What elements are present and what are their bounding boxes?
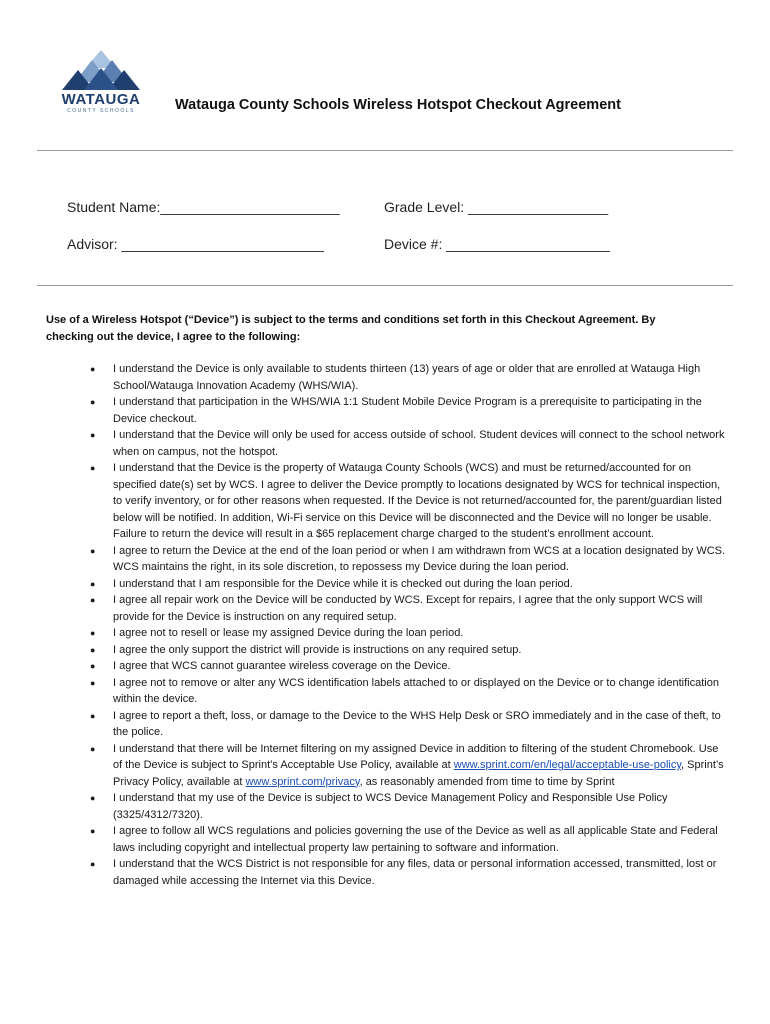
list-item	[46, 576, 726, 593]
list-item	[46, 460, 726, 543]
term-text: I understand that the Device will only be used for access outside of school. Student devices will connect to the school network when on campus, not the hotspot.	[113, 429, 725, 458]
list-item	[46, 823, 726, 856]
agreement-intro: Use of a Wireless Hotspot (“Device”) is subject to the terms and conditions set forth in this Checkout Agreement. By checking out the device, I agree to the following:	[46, 314, 656, 343]
page-title: Watauga County Schools Wireless Hotspot Checkout Agreement	[175, 97, 621, 113]
list-item	[46, 741, 726, 791]
student-name-field[interactable]: Student Name:_______________________	[67, 199, 340, 215]
term-text: I understand that participation in the WHS/WIA 1:1 Student Mobile Device Program is a prerequisite to participating in the Device checkout.	[113, 396, 702, 425]
list-item	[46, 361, 726, 394]
divider	[37, 150, 733, 151]
list-item	[46, 790, 726, 823]
school-logo	[56, 48, 146, 114]
list-item	[46, 427, 726, 460]
bullet-icon: ●	[90, 595, 96, 605]
bullet-icon: ●	[90, 677, 96, 688]
bullet-icon: ●	[90, 397, 96, 407]
term-text: I understand that I am responsible for the Device while it is checked out during the loan period.	[113, 577, 573, 590]
bullet-icon: ●	[90, 628, 96, 638]
device-number-field[interactable]: Device #: _____________________	[384, 236, 610, 252]
bullet-icon: ●	[90, 463, 96, 473]
grade-level-field[interactable]: Grade Level: __________________	[384, 199, 609, 215]
logo-name: WATAUGA	[61, 91, 141, 108]
term-text: I agree not to resell or lease my assigned Device during the loan period.	[113, 627, 464, 639]
term-text: I understand that there will be Internet filtering on my assigned Device in addition to filtering of the student Chromebook. Use of the Device is subject to Sprint’s Acceptable Use Policy, available at	[113, 742, 719, 771]
list-item	[46, 592, 726, 625]
term-text: I understand that the WCS District is not responsible for any files, data or personal information accessed, transmitted, lost or damaged while accessing the Internet via this Device.	[113, 858, 717, 887]
bullet-icon: ●	[90, 859, 96, 869]
term-text: I agree all repair work on the Device will be conducted by WCS. Except for repairs, I agree that the only support WCS will provide for the Device is instruction on any required setup.	[113, 594, 703, 623]
terms-list	[46, 361, 726, 889]
divider	[37, 285, 733, 286]
term-text: I agree not to remove or alter any WCS identification labels attached to or displayed on the Device or to change identification within the device.	[113, 676, 719, 705]
bullet-icon: ●	[90, 743, 96, 754]
bullet-icon: ●	[90, 430, 96, 440]
list-item	[46, 625, 726, 642]
term-text: , Sprint’s Privacy Policy, available at	[113, 759, 724, 788]
list-item	[46, 675, 726, 708]
list-item	[46, 708, 726, 741]
bullet-icon: ●	[90, 710, 96, 721]
term-text: I understand that my use of the Device is subject to WCS Device Management Policy and Responsible Use Policy (3325/4312/7320).	[113, 792, 668, 821]
list-item	[46, 856, 726, 889]
term-text: I agree that WCS cannot guarantee wireless coverage on the Device.	[113, 660, 451, 672]
bullet-icon: ●	[90, 545, 96, 556]
term-text: I understand that the Device is the property of Watauga County Schools (WCS) and must be returned/accounted for on specified date(s) set by WCS. I agree to deliver the Device promptly to locations designated by WCS for technical inspection, to verify inventory, or for other reasons when requested. If the Device is not returned/accounted for, the parent/guardian listed below will be notified. In addition, Wi-Fi service on this Device will be disconnected and the Device will no longer be usable. Failure to return the device will result in a $65 replacement charge charged to the student’s enrollment account.	[113, 462, 722, 540]
list-item	[46, 394, 726, 427]
term-text: , as reasonably amended from time to time by Sprint	[359, 775, 615, 788]
mountain-logo-icon	[56, 48, 146, 92]
bullet-icon: ●	[90, 578, 96, 589]
bullet-icon: ●	[90, 644, 96, 655]
privacy-policy-link[interactable]: www.sprint.com/privacy	[245, 775, 360, 788]
term-text: I agree to follow all WCS regulations and policies governing the use of the Device as well as all applicable State and Federal laws including copyright and intellectual property law pertaining to software and information.	[113, 825, 718, 854]
bullet-icon: ●	[90, 826, 96, 836]
logo-subtitle: COUNTY SCHOOLS	[67, 108, 135, 114]
bullet-icon: ●	[90, 364, 96, 374]
term-text: I agree the only support the district will provide is instructions on any required setup.	[113, 643, 522, 656]
term-text: I agree to return the Device at the end of the loan period or when I am withdrawn from WCS at a location designated by WCS. WCS maintains the right, in its sole discretion, to repossess my Device during the loan period.	[113, 544, 726, 573]
bullet-icon: ●	[90, 793, 96, 803]
list-item	[46, 543, 726, 576]
list-item	[46, 658, 726, 675]
term-text: I agree to report a theft, loss, or damage to the Device to the WHS Help Desk or SRO immediately and in the case of theft, to the police.	[113, 709, 721, 738]
acceptable-use-policy-link[interactable]: www.sprint.com/en/legal/acceptable-use-policy	[453, 759, 682, 771]
advisor-field[interactable]: Advisor: __________________________	[67, 236, 324, 252]
bullet-icon: ●	[90, 661, 96, 671]
term-text: I understand the Device is only available to students thirteen (13) years of age or older that are enrolled at Watauga High School/Watauga Innovation Academy (WHS/WIA).	[113, 363, 701, 392]
list-item	[46, 642, 726, 659]
